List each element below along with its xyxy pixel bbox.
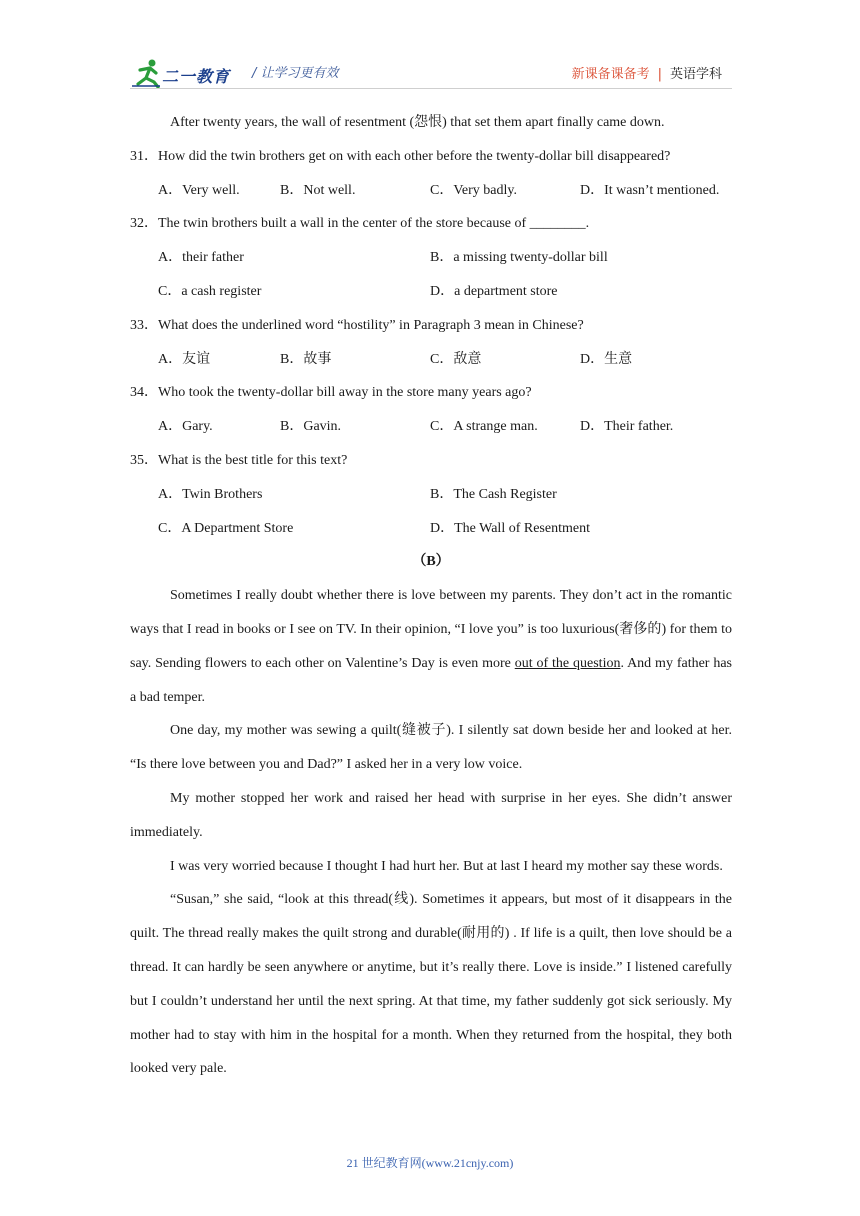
- header-separator: |: [657, 67, 662, 82]
- option-32-c: C．a cash register: [158, 283, 262, 299]
- option-32-b: B．a missing twenty-dollar bill: [430, 250, 608, 266]
- passage-paragraph-4: I was very worried because I thought I had hurt her. But at last I heard my mother say these words.: [170, 858, 723, 874]
- question-34: 34．Who took the twenty-dollar bill away in the store many years ago?: [130, 385, 532, 401]
- option-31-d: D．It wasn’t mentioned.: [580, 182, 720, 198]
- option-33-d: D．生意: [580, 351, 633, 367]
- question-32: 32．The twin brothers built a wall in the center of the store because of ________.: [130, 216, 590, 232]
- passage-paragraph-5: “Susan,” she said, “look at this thread(线). Sometimes it appears, but most of it disappears in the quilt. The thread really makes the quilt strong and durable(耐用的) . If life is a quilt, then love should be a thread. It can hardly be seen anywhere or anytime, but it’s really there. Love is inside.” I listened carefully but I couldn’t understand her until the next spring. At that time, my father suddenly got sick seriously. My mother had to stay with him in the hospital for a month. When they returned from the hospital, they both looked very pale.: [130, 892, 732, 1077]
- logo: [130, 58, 250, 90]
- question-35: 35．What is the best title for this text?: [130, 452, 348, 468]
- option-34-c: C．A strange man.: [430, 419, 538, 435]
- option-34-b: B．Gavin.: [280, 419, 342, 435]
- option-34-a: A．Gary.: [158, 419, 213, 435]
- header-subject-label: 英语学科: [669, 67, 722, 82]
- options-31: [130, 174, 732, 208]
- option-35-d: D．The Wall of Resentment: [430, 520, 590, 536]
- passage-paragraph-1: [130, 579, 732, 714]
- option-33-c: C．敌意: [430, 351, 482, 367]
- passage-b: [130, 579, 732, 1086]
- passage-paragraph-3: My mother stopped her work and raised her head with surprise in her eyes. She didn’t answer immediately.: [130, 790, 732, 840]
- question-33: 33．What does the underlined word “hostility” in Paragraph 3 mean in Chinese?: [130, 317, 584, 333]
- page-header: [130, 54, 732, 90]
- option-33-b: B．故事: [280, 351, 332, 367]
- options-32-row1: [130, 241, 732, 275]
- page-footer[interactable]: 21 世纪教育网(www.21cnjy.com): [346, 1156, 514, 1170]
- options-34: [130, 410, 732, 444]
- option-35-b: B．The Cash Register: [430, 486, 557, 502]
- p1-text-a: Sometimes I really doubt whether there is love between my parents. They don’t act in the romantic ways that I read in books or I see on TV. In their opinion, “I love you” is too luxurious(奢侈的) for them to say. Sending flowers to each other on Valentine’s Day is even more: [130, 588, 732, 671]
- option-32-a: A．their father: [158, 250, 244, 266]
- option-33-a: A．友谊: [158, 351, 211, 367]
- header-course-label: 新课备课备考: [571, 67, 650, 82]
- option-31-c: C．Very badly.: [430, 182, 517, 198]
- logo-text: 二一教育: [162, 67, 231, 86]
- intro-line: After twenty years, the wall of resentment (怨恨) that set them apart finally came down.: [170, 115, 665, 130]
- document-body: [130, 106, 732, 1086]
- header-divider: [130, 88, 732, 89]
- question-31: 31．How did the twin brothers get on with each other before the twenty-dollar bill disappeared?: [130, 148, 671, 164]
- option-31-b: B．Not well.: [280, 182, 356, 198]
- underlined-phrase: out of the question: [514, 655, 621, 671]
- passage-paragraph-2: One day, my mother was sewing a quilt(缝被子). I silently sat down beside her and looked at her. “Is there love between you and Dad?” I asked her in a very low voice.: [130, 723, 732, 773]
- options-33: [130, 343, 732, 377]
- slogan: / 让学习更有效: [252, 66, 339, 81]
- option-31-a: A．Very well.: [158, 182, 240, 198]
- options-35-row1: [130, 478, 732, 512]
- options-35-row2: [130, 512, 732, 546]
- runner-logo-icon: [130, 58, 164, 88]
- options-32-row2: [130, 275, 732, 309]
- section-b-heading: （B）: [412, 554, 450, 570]
- option-32-d: D．a department store: [430, 283, 558, 299]
- option-35-a: A．Twin Brothers: [158, 486, 263, 502]
- p1-text-b: . And my father has a bad temper.: [130, 655, 732, 705]
- option-35-c: C．A Department Store: [158, 520, 294, 536]
- option-34-d: D．Their father.: [580, 419, 674, 435]
- header-right: [572, 63, 722, 82]
